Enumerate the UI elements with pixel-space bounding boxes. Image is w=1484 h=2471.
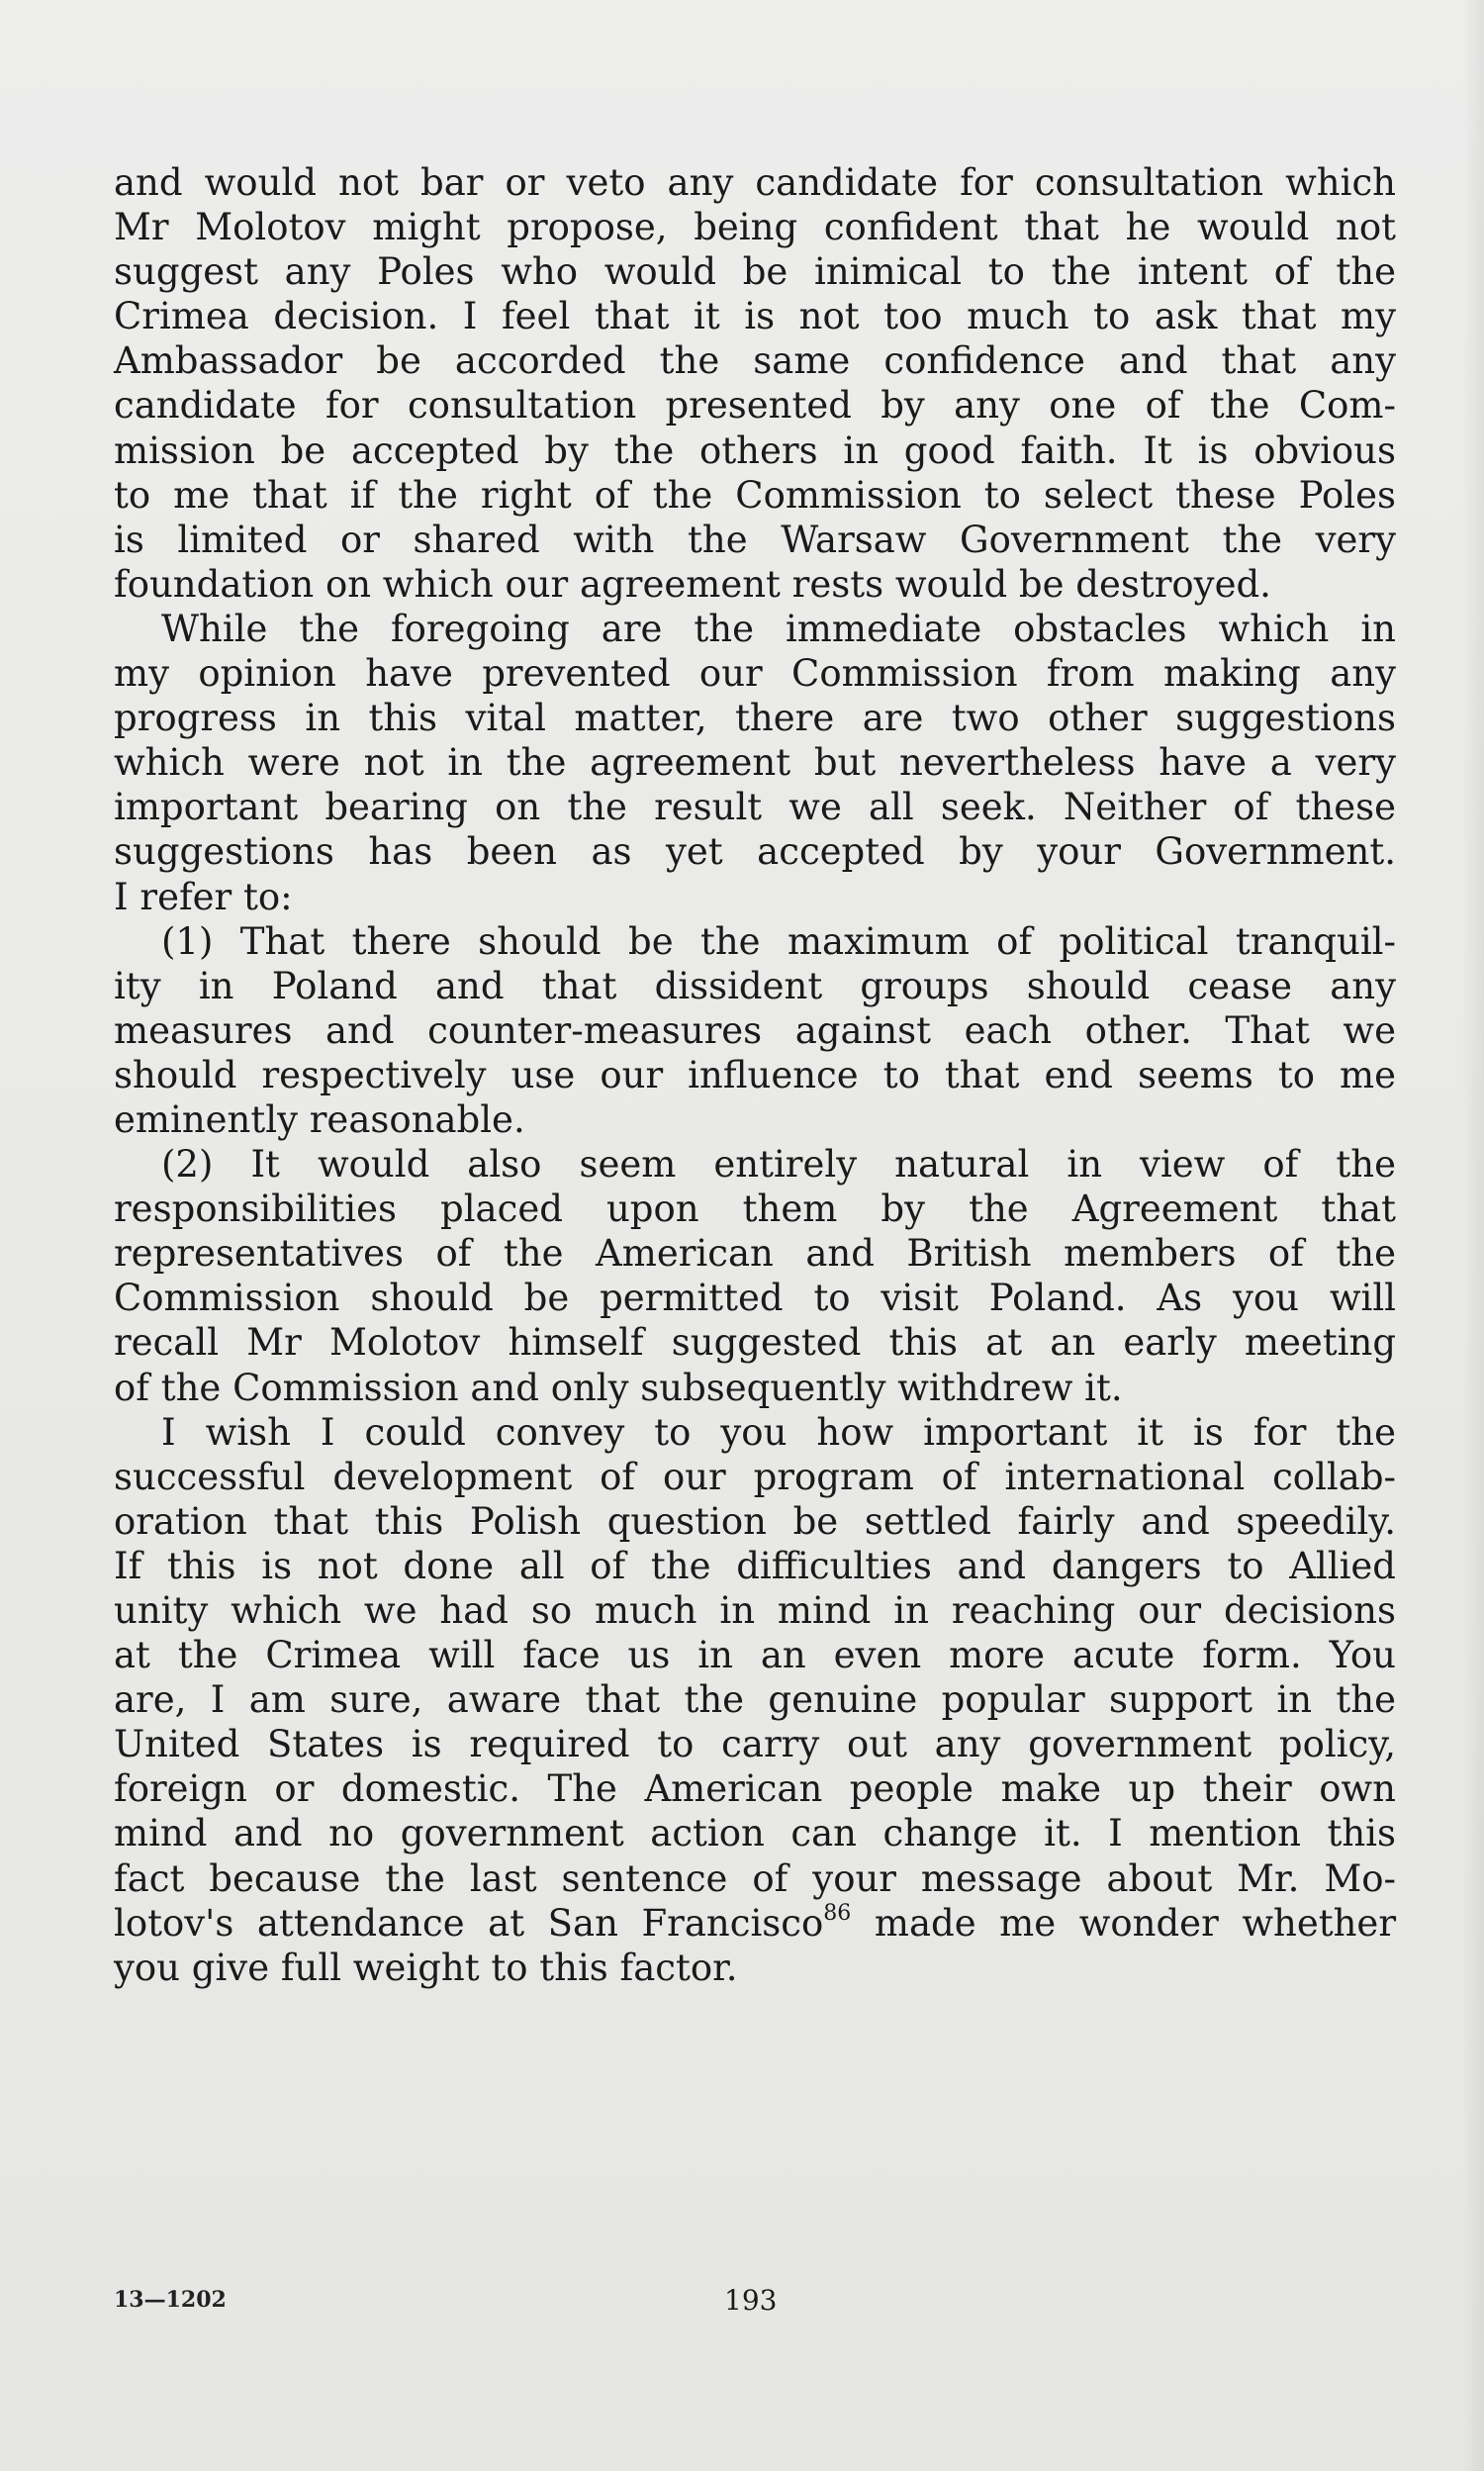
text-line: and would not bar or veto any candidate for consultation which bbox=[114, 161, 1396, 204]
text-line: of the Commission and only subsequently withdrew it. bbox=[114, 1366, 1123, 1409]
text-line: my opinion have prevented our Commission from making any bbox=[114, 652, 1396, 696]
text-line: ity in Poland and that dissident groups should cease any bbox=[114, 964, 1396, 1007]
signature-mark: 13—1202 bbox=[114, 2287, 227, 2313]
text-line: representatives of the American and British members of the bbox=[114, 1232, 1396, 1276]
text-line: successful development of our program of international collab- bbox=[114, 1455, 1396, 1498]
text-line: eminently reasonable. bbox=[114, 1097, 525, 1141]
text-line: recall Mr Molotov himself suggested this at an early meeting bbox=[114, 1321, 1396, 1365]
text-segment: lotov's attendance at San Francisco bbox=[114, 1901, 824, 1945]
text-line: to me that if the right of the Commission to select these Poles bbox=[114, 473, 1396, 517]
text-line: While the foregoing are the immediate obstacles which in bbox=[161, 607, 1396, 650]
text-line: are, I am sure, aware that the genuine popular support in the bbox=[114, 1678, 1396, 1722]
page-edge-shadow bbox=[1462, 0, 1484, 2471]
text-segment: made me wonder whether bbox=[874, 1901, 1397, 1945]
text-line: foundation on which our agreement rests would be destroyed. bbox=[114, 562, 1271, 606]
body-text bbox=[114, 160, 1396, 1990]
text-line: suggestions has been as yet accepted by your Government. bbox=[114, 830, 1396, 874]
text-line: is limited or shared with the Warsaw Government the very bbox=[114, 518, 1396, 561]
text-line: foreign or domestic. The American people make up their own bbox=[114, 1767, 1396, 1811]
text-line: important bearing on the result we all seek. Neither of these bbox=[114, 786, 1396, 829]
footnote-reference[interactable]: 86 bbox=[823, 1901, 852, 1927]
text-line: should respectively use our influence to that end seems to me bbox=[114, 1053, 1396, 1096]
text-line: Ambassador be accorded the same confidence and that any bbox=[114, 339, 1396, 383]
text-line: United States is required to carry out any government policy, bbox=[114, 1723, 1396, 1766]
text-line: measures and counter-measures against each other. That we bbox=[114, 1008, 1396, 1052]
text-line: which were not in the agreement but nevertheless have a very bbox=[114, 741, 1396, 785]
page-number: 193 bbox=[724, 2284, 778, 2317]
text-line: unity which we had so much in mind in reaching our decisions bbox=[114, 1589, 1396, 1632]
text-line: progress in this vital matter, there are two other suggestions bbox=[114, 697, 1396, 740]
text-line: I refer to: bbox=[114, 875, 293, 918]
text-line: mission be accepted by the others in good faith. It is obvious bbox=[114, 428, 1396, 472]
text-line: fact because the last sentence of your message about Mr. Mo- bbox=[114, 1856, 1396, 1900]
text-line: Mr Molotov might propose, being confident that he would not bbox=[114, 206, 1396, 249]
text-line: candidate for consultation presented by any one of the Com- bbox=[114, 384, 1396, 428]
text-line: (1) That there should be the maximum of political tranquil- bbox=[161, 919, 1396, 963]
text-line: If this is not done all of the difficulties and dangers to Allied bbox=[114, 1544, 1396, 1587]
text-line: Commission should be permitted to visit Poland. As you will bbox=[114, 1277, 1396, 1320]
text-line-with-footnote bbox=[114, 1901, 1396, 1946]
text-line: (2) It would also seem entirely natural in view of the bbox=[161, 1143, 1396, 1187]
text-line: responsibilities placed upon them by the Agreement that bbox=[114, 1188, 1396, 1231]
text-line: you give full weight to this factor. bbox=[114, 1946, 738, 1989]
text-line: suggest any Poles who would be inimical to the intent of the bbox=[114, 250, 1396, 294]
text-line: at the Crimea will face us in an even more acute form. You bbox=[114, 1634, 1396, 1677]
text-line: I wish I could convey to you how important it is for the bbox=[161, 1410, 1396, 1454]
text-line: oration that this Polish question be settled fairly and speedily. bbox=[114, 1499, 1396, 1543]
text-line: mind and no government action can change it. I mention this bbox=[114, 1812, 1396, 1855]
text-line: Crimea decision. I feel that it is not too much to ask that my bbox=[114, 295, 1396, 338]
